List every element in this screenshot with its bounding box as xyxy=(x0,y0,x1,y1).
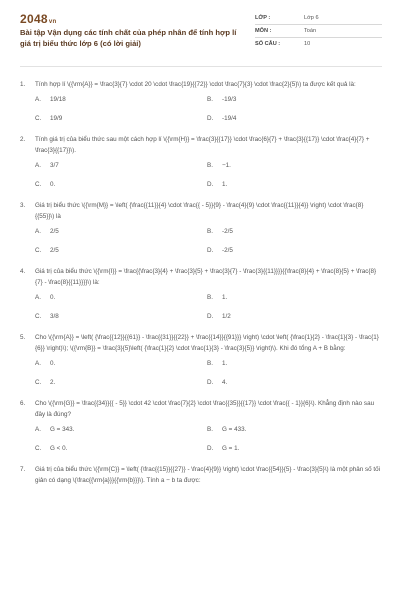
brand-name: 2048 xyxy=(20,12,48,26)
option-letter: B. xyxy=(207,96,213,103)
option-text: 2/5 xyxy=(50,247,59,254)
meta-row xyxy=(255,25,382,38)
answer-option[interactable] xyxy=(207,424,379,435)
question-number: 7. xyxy=(20,466,26,473)
option-text: 1. xyxy=(222,360,228,367)
answer-options xyxy=(35,424,382,454)
option-letter: A. xyxy=(35,228,41,235)
question-number: 4. xyxy=(20,268,26,275)
option-letter: D. xyxy=(207,379,214,386)
answer-option[interactable] xyxy=(207,311,379,322)
answer-option[interactable] xyxy=(207,245,379,256)
meta-label: MÔN : xyxy=(255,28,272,34)
meta-value: 10 xyxy=(304,41,311,47)
header-divider xyxy=(20,66,382,67)
option-text: 2. xyxy=(50,379,56,386)
question-text: Cho \({\rm{A}} = \left( {\frac{{12}}{{61}} - \frac{{31}}{{22}} + \frac{{14}}{{91}}} \right) \cdot \left( {\frac{1}{2} - \frac{1}{3} - \frac{1}{6}} \right)\); \({\rm{B}} = \frac{3}{5}\left( {\frac{1}{2} \cdot \frac{1}{3} - \frac{3}{5}} \right)\). Khi đó tổng A + B bằng: xyxy=(35,334,379,352)
option-letter: A. xyxy=(35,162,41,169)
question-number: 1. xyxy=(20,81,26,88)
question-text: Tính hợp lí \({\rm{A}} = \frac{3}{7} \cdot 20 \cdot \frac{19}{{72}} \cdot \frac{7}{3} \cdot \frac{2}{5}\) ta được kết quả là: xyxy=(35,81,356,88)
answer-option[interactable] xyxy=(207,94,379,105)
option-letter: A. xyxy=(35,360,41,367)
option-letter: B. xyxy=(207,426,213,433)
option-text: 0. xyxy=(50,181,56,188)
brand-suffix: vn xyxy=(48,19,57,25)
question-text: Tính giá trị của biểu thức sau một cách hợp lí \({\rm{H}} = \frac{3}{{17}} \cdot \frac{6}{7} + \frac{3}{{17}} \cdot \frac{4}{7} + \frac{3}{{17}}\). xyxy=(35,136,370,154)
question-item xyxy=(20,266,382,322)
answer-option[interactable] xyxy=(207,377,379,388)
answer-options xyxy=(35,94,382,124)
option-text: 0. xyxy=(50,360,56,367)
option-text: G = 343. xyxy=(50,426,75,433)
meta-row xyxy=(255,38,382,50)
answer-options xyxy=(35,292,382,322)
option-text: G = 1. xyxy=(222,445,240,452)
answer-option[interactable] xyxy=(35,245,207,256)
option-text: 4. xyxy=(222,379,228,386)
question-item xyxy=(20,134,382,190)
option-letter: D. xyxy=(207,181,214,188)
option-letter: C. xyxy=(35,181,42,188)
question-number: 3. xyxy=(20,202,26,209)
question-number: 6. xyxy=(20,400,26,407)
option-letter: C. xyxy=(35,379,42,386)
answer-option[interactable] xyxy=(207,179,379,190)
answer-option[interactable] xyxy=(207,226,379,237)
site-logo[interactable] xyxy=(20,12,57,26)
answer-option[interactable] xyxy=(35,424,207,435)
question-number: 2. xyxy=(20,136,26,143)
option-letter: A. xyxy=(35,96,41,103)
answer-option[interactable] xyxy=(35,160,207,171)
document-title: Bài tập Vận dụng các tính chất của phép nhân để tính hợp lí giá trị biểu thức lớp 6 (có lời giải) xyxy=(20,28,237,48)
answer-option[interactable] xyxy=(35,443,207,454)
option-text: -2/5 xyxy=(222,247,233,254)
answer-option[interactable] xyxy=(35,226,207,237)
option-letter: C. xyxy=(35,445,42,452)
option-letter: D. xyxy=(207,247,214,254)
answer-option[interactable] xyxy=(35,377,207,388)
answer-options xyxy=(35,160,382,190)
option-text: 19/9 xyxy=(50,115,63,122)
option-text: 19/18 xyxy=(50,96,66,103)
answer-options xyxy=(35,226,382,256)
option-text: -2/5 xyxy=(222,228,233,235)
answer-options xyxy=(35,358,382,388)
option-letter: B. xyxy=(207,294,213,301)
question-text: Giá trị biểu thức \({\rm{M}} = \left( {\frac{{11}}{4} \cdot \frac{{ - 5}}{9} - \frac{4}{9} \cdot \frac{{11}}{4}} \right) \cdot \frac{8}{{55}}\) là xyxy=(35,202,364,220)
option-text: -19/4 xyxy=(222,115,237,122)
option-text: 2/5 xyxy=(50,228,59,235)
question-text: Giá trị của biểu thức \({\rm{C}} = \left( {\frac{{15}}{{27}} - \frac{4}{9}} \right) \cdot \frac{{54}}{5} - \frac{3}{5}\) là một phân số tối giản có dạng \(\frac{{\rm{a}}}{{\rm{b}}}\). Tính a − b ta được: xyxy=(35,466,381,484)
option-text: 3/7 xyxy=(50,162,59,169)
meta-value: Toán xyxy=(304,28,317,34)
document-meta-table xyxy=(255,12,382,50)
option-letter: B. xyxy=(207,360,213,367)
meta-label: SỐ CÂU : xyxy=(255,41,281,47)
option-letter: C. xyxy=(35,115,42,122)
option-letter: D. xyxy=(207,313,214,320)
meta-label: LỚP : xyxy=(255,15,271,21)
answer-option[interactable] xyxy=(35,311,207,322)
answer-option[interactable] xyxy=(207,443,379,454)
question-item xyxy=(20,79,382,124)
option-text: G = 433. xyxy=(222,426,247,433)
answer-option[interactable] xyxy=(35,292,207,303)
answer-option[interactable] xyxy=(35,358,207,369)
option-text: −1. xyxy=(222,162,231,169)
option-text: 1/2 xyxy=(222,313,231,320)
answer-option[interactable] xyxy=(35,113,207,124)
meta-row xyxy=(255,12,382,25)
option-letter: D. xyxy=(207,445,214,452)
option-text: -19/3 xyxy=(222,96,237,103)
option-letter: B. xyxy=(207,162,213,169)
question-list xyxy=(20,79,382,496)
answer-option[interactable] xyxy=(207,292,379,303)
option-text: 0. xyxy=(50,294,56,301)
question-text: Giá trị của biểu thức \({\rm{I}} = \frac{{\frac{3}{4} + \frac{3}{5} + \frac{3}{7} - \frac{3}{{11}}}}{{\frac{8}{4} + \frac{8}{5} + \frac{8}{7} - \frac{8}{{11}}}}\) là: xyxy=(35,268,377,286)
answer-option[interactable] xyxy=(35,179,207,190)
answer-option[interactable] xyxy=(207,160,379,171)
option-letter: A. xyxy=(35,294,41,301)
option-letter: C. xyxy=(35,247,42,254)
option-text: 1. xyxy=(222,294,228,301)
option-text: 3/8 xyxy=(50,313,59,320)
answer-option[interactable] xyxy=(207,113,379,124)
option-letter: D. xyxy=(207,115,214,122)
answer-option[interactable] xyxy=(35,94,207,105)
option-letter: B. xyxy=(207,228,213,235)
option-letter: A. xyxy=(35,426,41,433)
option-text: G < 0. xyxy=(50,445,68,452)
question-item xyxy=(20,200,382,256)
option-letter: C. xyxy=(35,313,42,320)
meta-value: Lớp 6 xyxy=(304,15,319,21)
worksheet-header xyxy=(20,12,382,62)
question-item xyxy=(20,398,382,454)
question-item xyxy=(20,464,382,486)
answer-option[interactable] xyxy=(207,358,379,369)
question-item xyxy=(20,332,382,388)
question-number: 5. xyxy=(20,334,26,341)
option-text: 1. xyxy=(222,181,228,188)
question-text: Cho \({\rm{G}} = \frac{{34}}{{ - 5}} \cdot 42 \cdot \frac{7}{2} \cdot \frac{{35}}{{17}} \cdot \frac{{ - 1}}{6}\). Khẳng định nào sau đây là đúng? xyxy=(35,400,375,418)
